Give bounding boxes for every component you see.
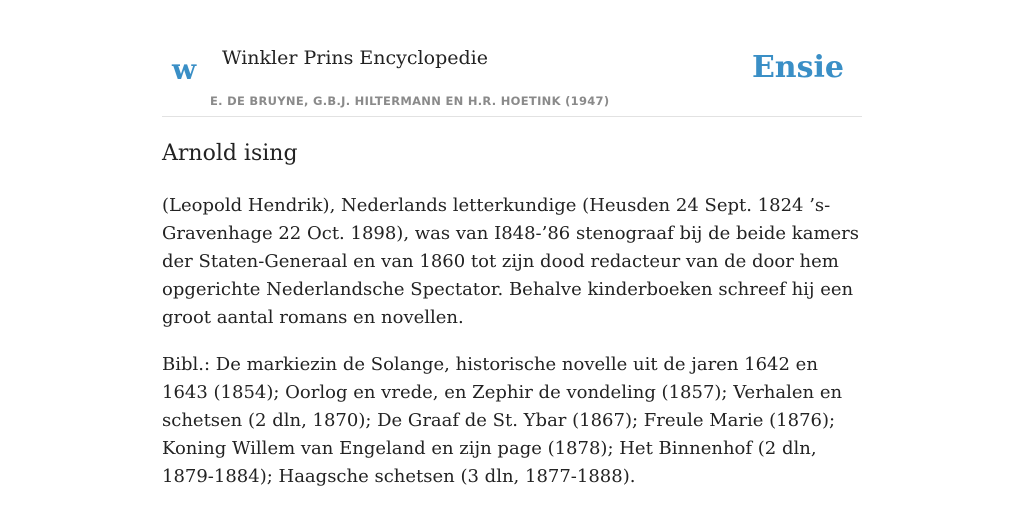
publication-logo-icon[interactable]: w [172, 53, 197, 86]
publication-header [162, 0, 862, 117]
entry-title: Arnold ising [162, 141, 298, 166]
entry-paragraph-bibliography: Bibl.: De markiezin de Solange, historische novelle uit de jaren 1642 en 1643 (1854); Oorlog en vrede, en Zephir de vondeling (1857); Verhalen en schetsen (2 dln, 1870); De Graaf de St. Ybar (1867); Freule Marie (1876); Koning Willem van Engeland en zijn page (1878); Het Binnenhof (2 dln, 1879-1884); Haagsche schetsen (3 dln, 1877-1888). [162, 354, 843, 487]
entry-body [162, 192, 862, 510]
publication-authors: E. DE BRUYNE, G.B.J. HILTERMANN EN H.R. HOETINK (1947) [210, 94, 610, 108]
entry-paragraph-description: (Leopold Hendrik), Nederlands letterkundige (Heusden 24 Sept. 1824 ’s-Gravenhage 22 Oct. 1898), was van I848-’86 stenograaf bij de beide kamers der Staten-Generaal en van 1860 tot zijn dood redacteur van de door hem opgerichte Nederlandsche Spectator. Behalve kinderboeken schreef hij een groot aantal romans en novellen. [162, 195, 860, 328]
encyclopedia-page [162, 0, 862, 512]
ensie-brand-logo[interactable]: Ensie [751, 50, 844, 85]
publication-title[interactable]: Winkler Prins Encyclopedie [222, 47, 488, 69]
